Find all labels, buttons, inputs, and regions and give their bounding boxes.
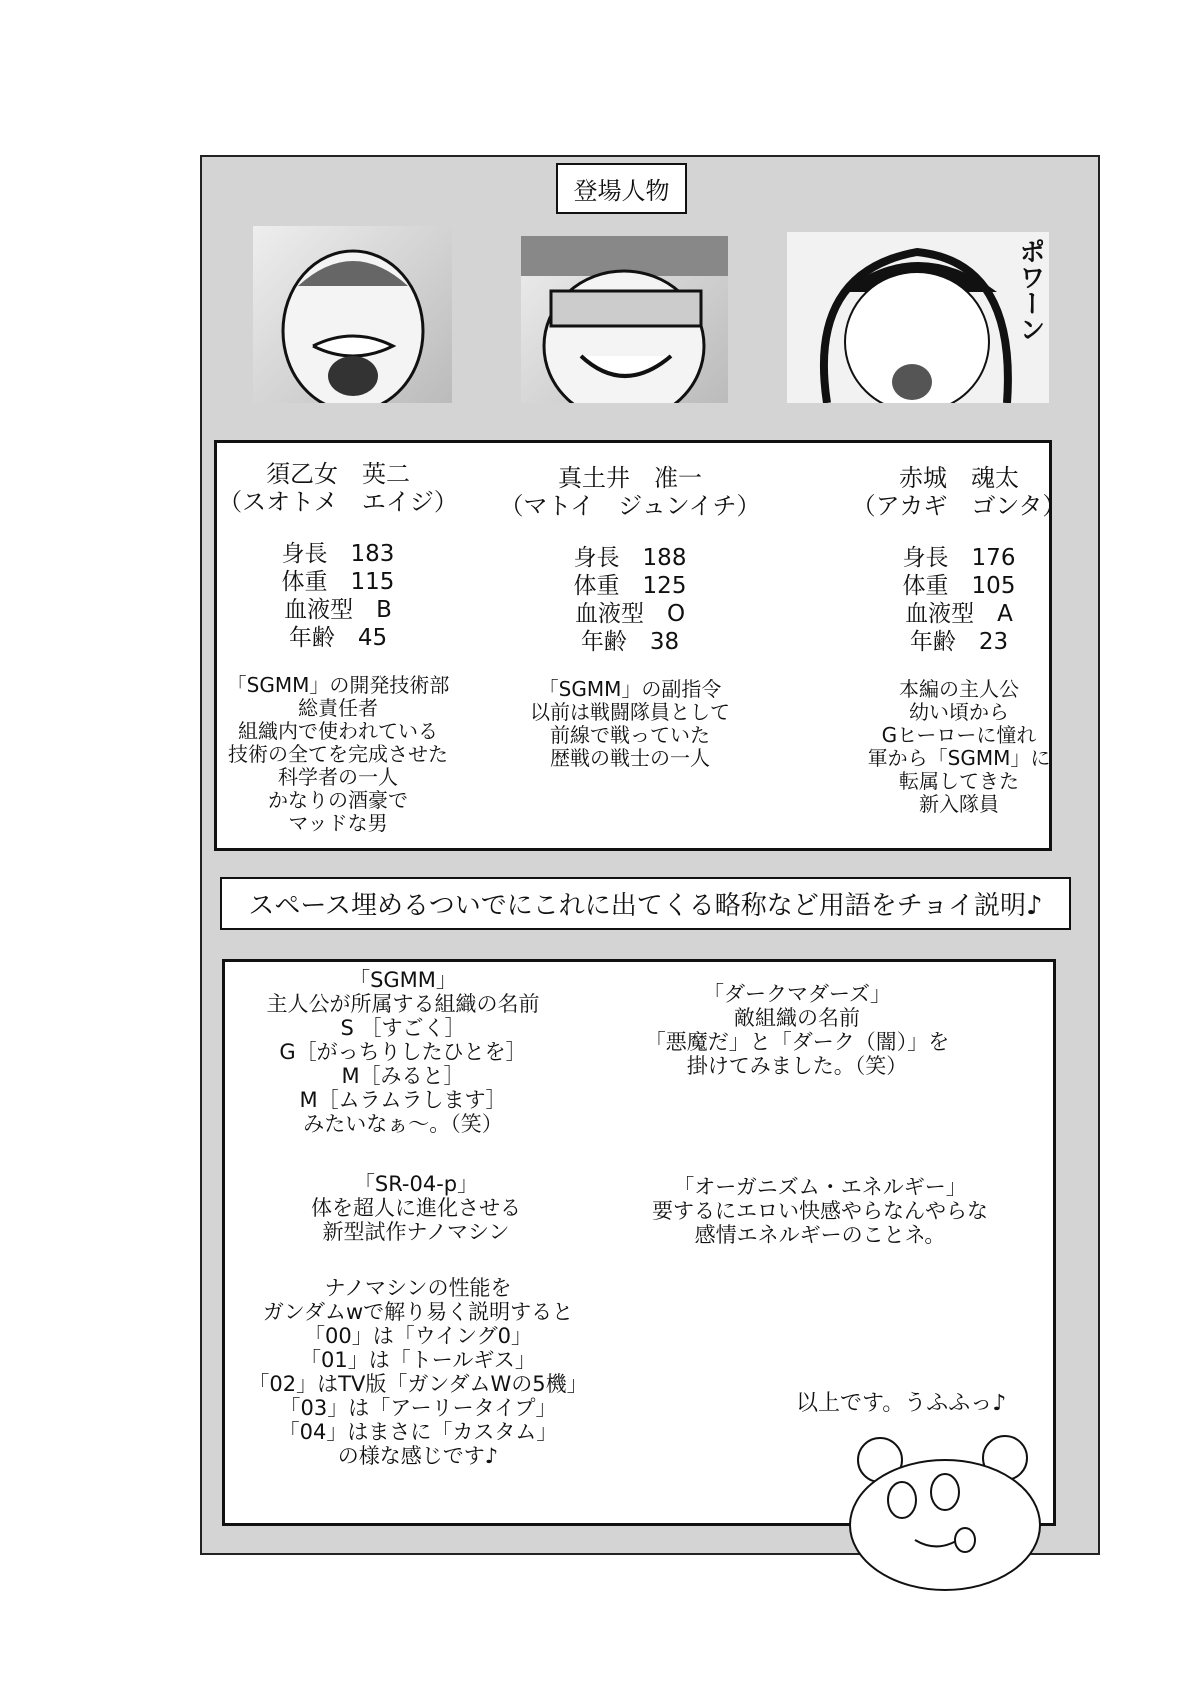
portrait-matoi xyxy=(521,236,728,403)
character-saotome xyxy=(218,460,458,835)
term-line: M［ムラムラします］ xyxy=(299,1088,507,1112)
closing-text: 以上です。うふふっ♪ xyxy=(796,1391,1007,1416)
term-line: 「SGMM」 xyxy=(349,968,457,992)
term-line: 体を超人に進化させる xyxy=(311,1196,521,1220)
term-line: 「03」は「アーリータイプ」 xyxy=(279,1396,557,1420)
desc-line: Gヒーローに憧れ xyxy=(881,723,1037,747)
stat-weight: 体重 125 xyxy=(573,573,687,599)
sfx-text: ポワーン xyxy=(1015,238,1045,342)
desc-line: 技術の全てを完成させた xyxy=(227,742,448,766)
term-line: 「ダークマダーズ」 xyxy=(703,982,891,1006)
term-line: 「02」はTV版「ガンダムWの5機」 xyxy=(248,1372,588,1396)
term-darkmadders xyxy=(645,982,950,1078)
term-line: ナノマシンの性能を xyxy=(324,1276,512,1300)
term-line: 掛けてみました。（笑） xyxy=(686,1054,908,1078)
glossary-banner: スペース埋めるついでにこれに出てくる略称など用語をチョイ説明♪ xyxy=(220,877,1071,930)
term-line: 「01」は「トールギス」 xyxy=(300,1348,536,1372)
face-illustration xyxy=(253,226,452,403)
term-line: みたいなぁ～。（笑） xyxy=(303,1112,503,1136)
desc-line: 歴戦の戦士の一人 xyxy=(550,746,710,770)
character-reading: （スオトメ エイジ） xyxy=(218,488,458,516)
stat-blood: 血液型 O xyxy=(574,601,686,627)
character-reading: （アカギ ゴンタ） xyxy=(851,492,1067,520)
character-akagi xyxy=(852,464,1067,816)
desc-line: 前線で戦っていた xyxy=(550,723,710,747)
term-line: 敵組織の名前 xyxy=(734,1006,860,1030)
term-line: G［がっちりしたひとを］ xyxy=(279,1040,527,1064)
term-line: M［みると］ xyxy=(341,1064,465,1088)
face-illustration xyxy=(521,236,728,403)
face-illustration xyxy=(787,232,1049,403)
term-line: 新型試作ナノマシン xyxy=(322,1220,510,1244)
stat-weight: 体重 115 xyxy=(281,569,395,595)
mascot-drawing xyxy=(840,1430,1055,1595)
term-line: 「オーガニズム・エネルギー」 xyxy=(673,1175,967,1199)
character-reading: （マトイ ジュンイチ） xyxy=(499,492,761,520)
term-line: 感情エネルギーのことネ。 xyxy=(694,1223,946,1247)
desc-line: 組織内で使われている xyxy=(237,719,438,743)
desc-line: マッドな男 xyxy=(288,811,388,835)
portrait-saotome xyxy=(253,226,452,403)
stat-blood: 血液型 B xyxy=(284,597,392,623)
desc-line: 以前は戦闘隊員として xyxy=(530,700,730,724)
desc-line: 軍から「SGMM」に xyxy=(867,746,1051,770)
stat-height: 身長 188 xyxy=(573,545,687,571)
desc-line: 「SGMM」の副指令 xyxy=(538,677,722,701)
stat-age: 年齢 38 xyxy=(580,629,680,655)
term-line: 要するにエロい快感やらなんやらな xyxy=(652,1199,988,1223)
stat-height: 身長 183 xyxy=(281,541,395,567)
term-sr04p xyxy=(311,1172,521,1244)
desc-line: かなりの酒豪で xyxy=(267,788,408,812)
stat-blood: 血液型 A xyxy=(905,601,1013,627)
portrait-akagi xyxy=(787,232,1049,403)
desc-line: 転属してきた xyxy=(899,769,1019,793)
term-line: 「SR-04-p」 xyxy=(353,1172,479,1196)
character-name: 須乙女 英二 xyxy=(265,460,410,488)
character-name: 赤城 魂太 xyxy=(899,464,1019,492)
term-organism-energy xyxy=(652,1175,988,1247)
stat-age: 年齢 45 xyxy=(288,625,388,651)
term-line: 「00」は「ウイング0」 xyxy=(303,1324,533,1348)
term-line: 「悪魔だ」と「ダーク（闇）」を xyxy=(644,1030,950,1054)
term-line: ガンダムwで解り易く説明すると xyxy=(262,1300,574,1324)
desc-line: 「SGMM」の開発技術部 xyxy=(226,673,450,697)
character-name: 真土井 准一 xyxy=(558,464,702,492)
stat-height: 身長 176 xyxy=(902,545,1016,571)
character-matoi xyxy=(499,464,760,770)
term-line: S ［すごく］ xyxy=(340,1016,466,1040)
stat-weight: 体重 105 xyxy=(902,573,1016,599)
stat-age: 年齢 23 xyxy=(909,629,1009,655)
desc-line: 本編の主人公 xyxy=(899,677,1019,701)
term-sgmm xyxy=(267,968,540,1136)
desc-line: 科学者の一人 xyxy=(277,765,398,789)
term-line: 主人公が所属する組織の名前 xyxy=(266,992,540,1016)
desc-line: 新入隊員 xyxy=(919,792,999,816)
term-line: の様な感じです♪ xyxy=(337,1444,499,1468)
term-line: 「04」はまさに「カスタム」 xyxy=(278,1420,558,1444)
desc-line: 総責任者 xyxy=(297,696,378,720)
term-nanomachine xyxy=(248,1276,587,1468)
section-title: 登場人物 xyxy=(556,163,687,214)
desc-line: 幼い頃から xyxy=(909,700,1009,724)
